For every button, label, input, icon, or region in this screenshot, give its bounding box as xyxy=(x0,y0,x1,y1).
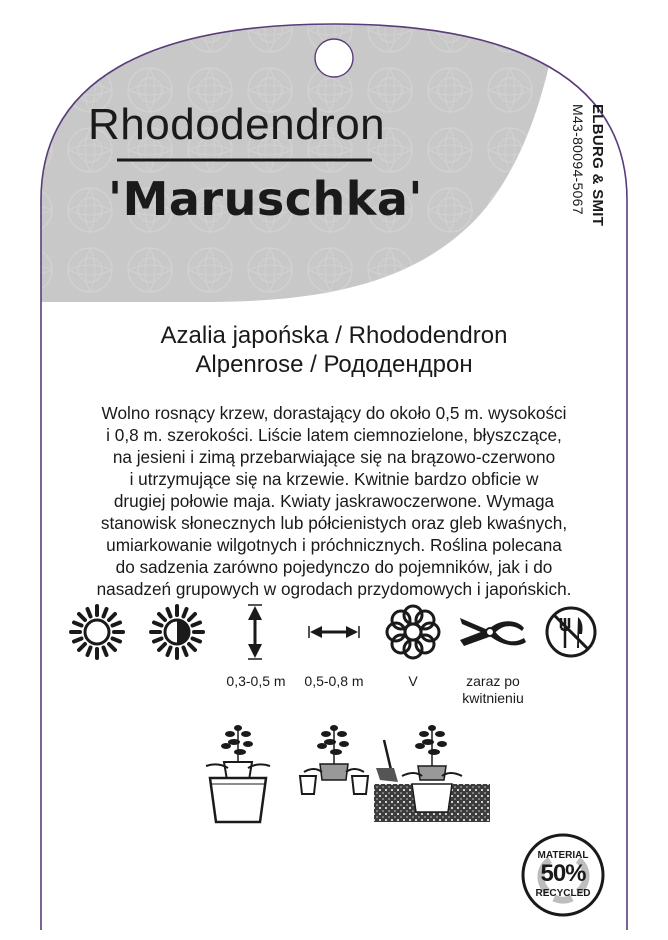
badge-top-text: MATERIAL xyxy=(537,850,589,861)
description-line: stanowisk słonecznych lub półcienistych oraz gleb kwaśnych, xyxy=(100,513,568,533)
not-edible-icon xyxy=(547,608,595,656)
brand-block xyxy=(570,104,606,254)
flowering-month-label: V xyxy=(408,673,418,689)
description-line: nasadzeń grupowych w ogrodach przydomowych i japońskich. xyxy=(96,579,572,599)
description xyxy=(60,402,608,600)
description-line: umiarkowanie wilgotnych i próchnicznych. Roślina polecana xyxy=(106,535,562,555)
pruning-shears-icon xyxy=(460,618,526,646)
brand-name: ELBURG & SMIT xyxy=(589,104,606,227)
plant-in-soil-icon xyxy=(374,725,490,822)
description-line: drugiej połowie maja. Kwiaty jaskrawoczerwone. Wymaga xyxy=(113,491,555,511)
description-line: i utrzymujące się na krzewie. Kwitnie bardzo obficie w xyxy=(129,469,539,489)
pruning-label: zaraz po kwitnieniu xyxy=(462,673,524,706)
partial-shade-icon xyxy=(151,606,203,658)
remove-pot-icon xyxy=(300,725,368,794)
planting-illustrations xyxy=(0,722,668,832)
width-label: 0,5-0,8 m xyxy=(304,673,364,689)
full-sun-icon xyxy=(71,606,123,658)
care-icons xyxy=(0,600,668,680)
genus-name: Rhododendron xyxy=(88,100,386,149)
height-arrow-icon xyxy=(248,605,262,659)
common-name-line2: Alpenrose / Рододендрон xyxy=(195,351,473,378)
product-code: M43-80094-5067 xyxy=(570,104,586,215)
description-line: na jesieni i zimą przebarwiające się na brązowo-czerwono xyxy=(112,447,556,467)
flower-icon xyxy=(387,606,439,658)
common-name-line1: Azalia japońska / Rhododendron xyxy=(160,322,508,349)
width-arrow-icon xyxy=(309,626,359,638)
height-label: 0,3-0,5 m xyxy=(226,673,286,689)
cultivar-name: 'Maruschka' xyxy=(108,172,423,226)
badge-bottom-text: RECYCLED xyxy=(535,888,591,899)
description-line: i 0,8 m. szerokości. Liście latem ciemnozielone, błyszczące, xyxy=(106,425,562,445)
description-line: Wolno rosnący krzew, dorastający do około 0,5 m. wysokości xyxy=(101,403,567,423)
hang-hole xyxy=(315,39,353,77)
badge-value: 50% xyxy=(540,860,586,887)
soak-pot-icon xyxy=(206,725,270,822)
recycled-badge xyxy=(520,832,606,918)
description-line: do sadzenia zarówno pojedynczo do pojemników, jak i do xyxy=(115,557,553,577)
